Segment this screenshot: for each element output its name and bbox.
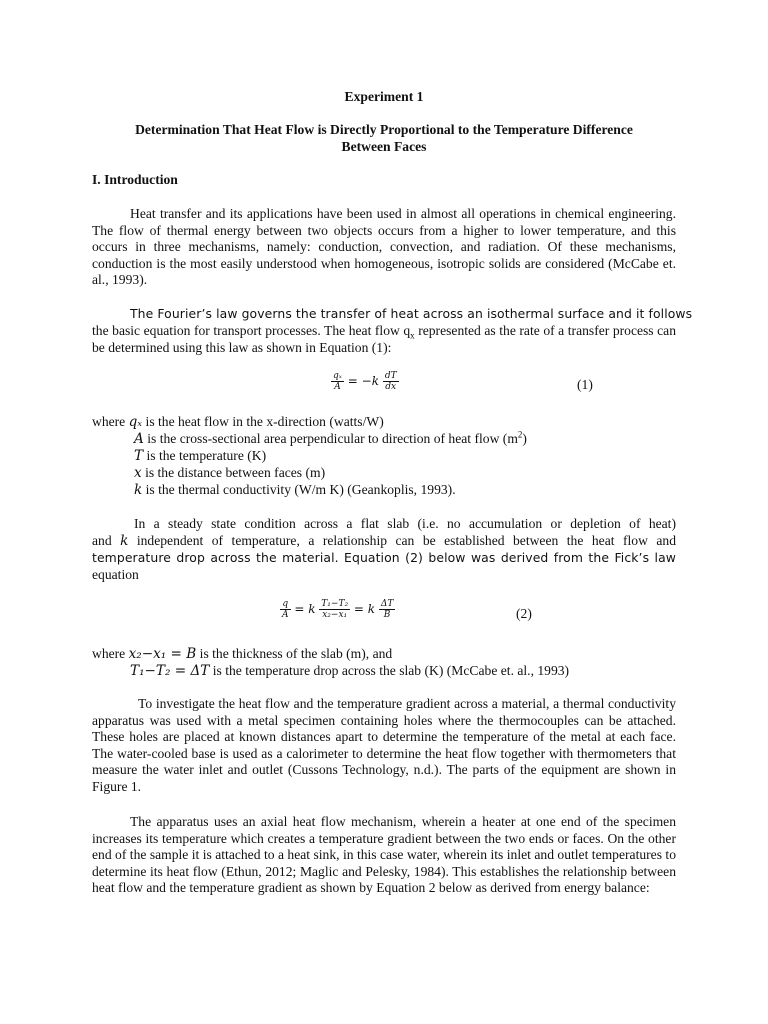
eq2-mid-num: T₁−T₂	[321, 599, 349, 609]
eq1-rhs-num: dT	[384, 371, 397, 381]
paragraph-heat-flow-text: The apparatus uses an axial heat flow mechanism, wherein a heater at one end of the specimen increases its temperature which creates a temperature gradient between the two ends or faces. On the other end of the sample it is attached to a heat sink, in this case water, wherein its inlet and outlet temperatures to determine its heat flow (Ethun, 2012; Maglic and Pelesky, 1984). This establishes the relationship between heat flow and the temperature gradient as shown by Equation 2 below as derived from energy balance:	[92, 814, 676, 896]
document-title: Experiment 1	[344, 89, 424, 104]
definition-k	[134, 482, 456, 499]
symbol-A: A	[134, 431, 144, 447]
equation-1	[331, 371, 399, 392]
eq2-lhs-den: A	[282, 610, 289, 620]
eq1-lhs-fraction	[331, 371, 344, 392]
paragraph-steady-line2-a: and	[92, 533, 121, 548]
eq2-rhs-num: ΔT	[380, 599, 394, 609]
symbol-qx: qₓ	[128, 414, 143, 430]
eq1-rhs-fraction	[383, 371, 399, 392]
definition-B-text: is the thickness of the slab (m), and	[196, 646, 393, 661]
symbol-deltaT: T₁−T₂ = ΔT	[130, 663, 210, 679]
paragraph-apparatus	[92, 696, 676, 796]
document-subtitle-line1: Determination That Heat Flow is Directly Proportional to the Temperature Difference	[135, 122, 633, 137]
definition-B	[92, 646, 392, 663]
symbol-T: T	[134, 448, 144, 464]
definition-T	[134, 448, 266, 465]
definition-lead: where	[92, 414, 129, 429]
eq2-eq2: = k	[353, 602, 376, 616]
eq2-lhs-num: q	[280, 599, 291, 610]
qx-subscript: x	[410, 330, 415, 341]
paragraph-steady-line2	[92, 533, 676, 550]
definition-qx	[92, 414, 384, 431]
paragraph-fourier-line1: The Fourier’s law governs the transfer of heat across an isothermal surface and it follows	[130, 306, 693, 321]
paragraph-apparatus-text: To investigate the heat flow and the temperature gradient across a material, a thermal conductivity apparatus was used with a metal specimen containing holes where the thermocouples can be attached. These holes are placed at known distances apart to determine the temperature of the metal at each face. The water-cooled base is used as a calorimeter to determine the heat flow together with thermometers that measure the water inlet and outlet (Cussons Technology, n.d.). The parts of the equipment are shown in Figure 1.	[92, 696, 676, 794]
paragraph-steady-line2-b: independent of temperature, a relationship can be established between the heat flow and	[128, 533, 676, 548]
symbol-k-inline: k	[120, 533, 129, 549]
definition-x	[134, 465, 325, 482]
paragraph-steady-line3: temperature drop across the material. Equation (2) below was derived from the Fick’s law	[92, 550, 676, 565]
eq2-eq1: = k	[294, 602, 316, 616]
eq1-mid: = −k	[347, 374, 379, 388]
paragraph-steady-line4: equation	[92, 567, 139, 582]
eq2-rhs-den: B	[383, 610, 391, 620]
definition-x-text: is the distance between faces (m)	[141, 465, 326, 480]
paragraph-fourier	[92, 323, 676, 356]
eq2-mid-fraction	[319, 599, 350, 620]
definition-A-close: )	[522, 431, 527, 446]
definition-deltaT	[130, 663, 569, 680]
definition-deltaT-text: is the temperature drop across the slab (K) (McCabe et. al., 1993)	[209, 663, 570, 678]
symbol-thickness: x₂−x₁ = B	[128, 646, 197, 662]
eq2-lhs-fraction	[280, 599, 291, 620]
eq1-rhs-den: dx	[385, 382, 397, 392]
definition-T-text: is the temperature (K)	[143, 448, 267, 463]
definition-A-sup: 2	[517, 429, 523, 440]
document-subtitle-line2: Between Faces	[341, 139, 427, 154]
eq2-rhs-fraction	[379, 599, 396, 620]
eq1-lhs-num: qₓ	[333, 371, 342, 381]
paragraph-introduction-text: Heat transfer and its applications have been used in almost all operations in chemical engineering. The flow of thermal energy between two objects occurs from a higher to lower temperature, and this occurs in three mechanisms, namely: conduction, convection, and radiation. Of these mechanisms, conduction is the most easily understood when homogeneous, isotropic solids are considered (McCabe et. al., 1993).	[92, 206, 676, 288]
equation-1-number: (1)	[577, 377, 593, 392]
equation-2	[280, 599, 395, 620]
definition-k-text: is the thermal conductivity (W/m K) (Geankoplis, 1993).	[142, 482, 456, 497]
paragraph-introduction	[92, 206, 676, 289]
definition-qx-text: is the heat flow in the x-direction (watts/W)	[142, 414, 384, 429]
paragraph-fourier-tail: represented as the rate of a transfer process can be determined using this law as shown in Equation (1):	[92, 323, 676, 355]
eq1-lhs-den: A	[334, 382, 341, 392]
definition-B-lead: where	[92, 646, 129, 661]
eq2-mid-den: x₂−x₁	[322, 610, 348, 620]
symbol-x: x	[134, 465, 142, 481]
paragraph-steady-line1: In a steady state condition across a flat slab (i.e. no accumulation or depletion of heat)	[134, 516, 676, 531]
definition-A-text: is the cross-sectional area perpendicular to direction of heat flow (m	[143, 431, 518, 446]
section-heading: I. Introduction	[92, 172, 178, 187]
definition-A	[134, 431, 527, 448]
paragraph-heat-flow	[92, 814, 676, 897]
paragraph-fourier-text: the basic equation for transport processes. The heat flow q	[92, 323, 411, 338]
symbol-k: k	[134, 482, 143, 498]
equation-2-number: (2)	[516, 606, 532, 621]
